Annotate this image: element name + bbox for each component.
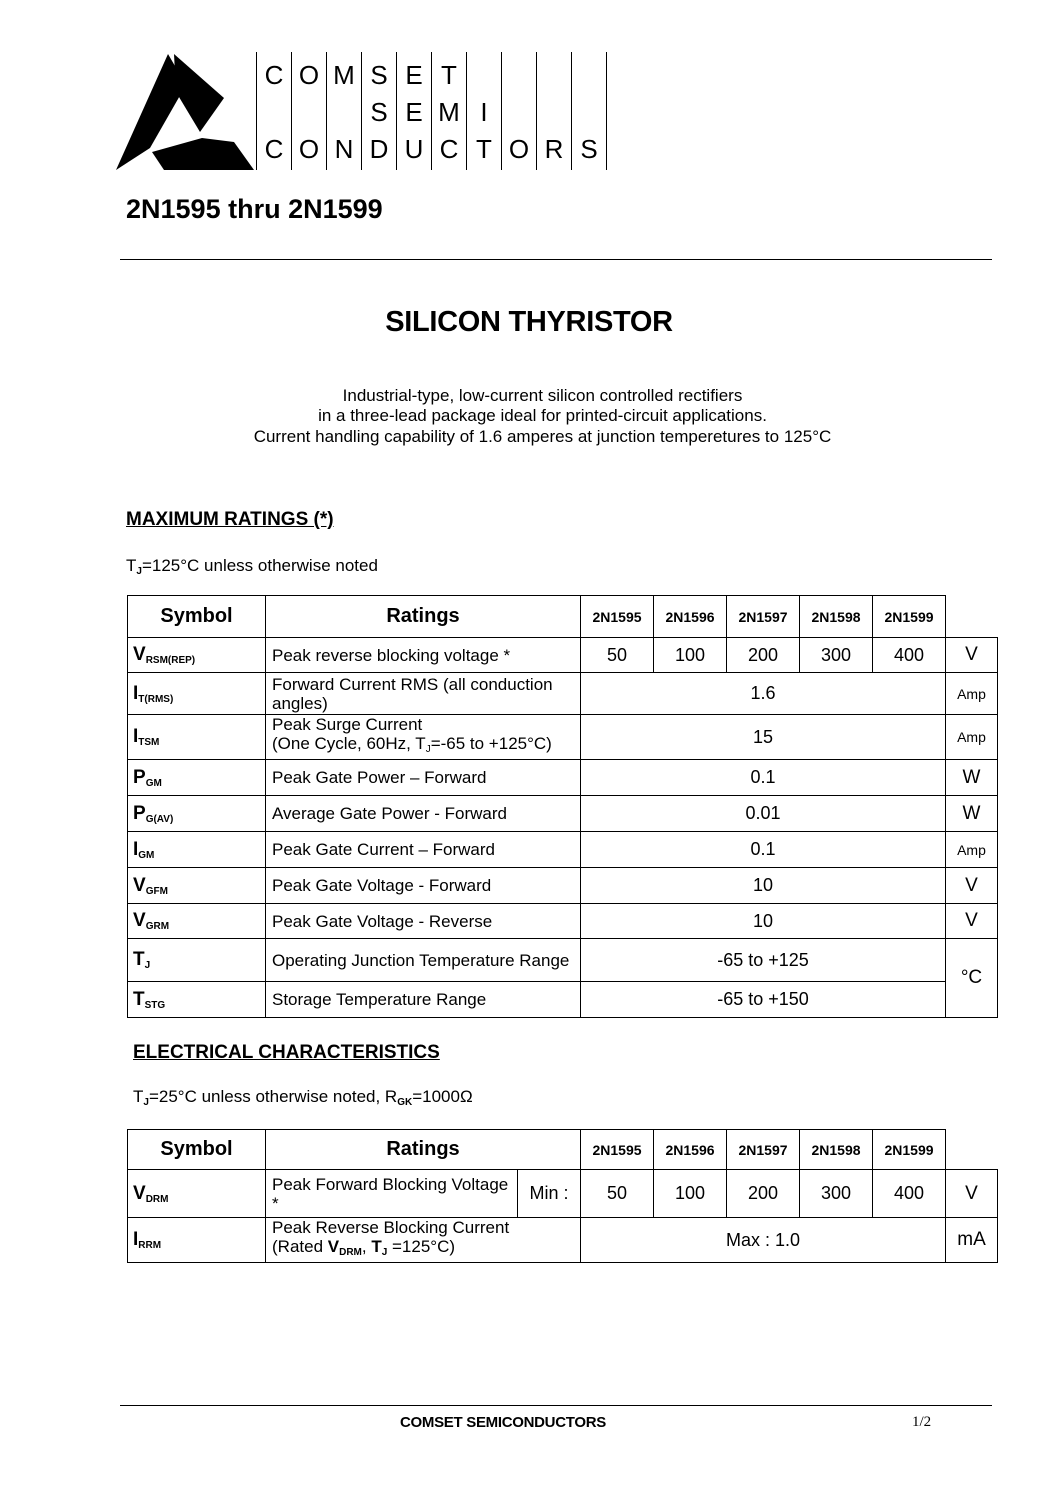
value-cell: 200 [727,638,800,673]
part-header: 2N1596 [654,1130,727,1170]
value-cell: 10 [581,904,946,939]
unit-cell: V [946,904,998,939]
symbol-cell: $V_{RSM(REP)}$ [128,638,266,673]
table-row [128,796,998,832]
value-cell: -65 to +125 [581,939,946,982]
document-title: SILICON THYRISTOR [385,306,673,338]
rating-cell: Storage Temperature Range [266,982,581,1018]
part-header: 2N1596 [654,596,727,638]
rating-cell: Forward Current RMS (all conduction angles) [266,673,581,715]
table-row [128,638,998,673]
value-cell: 10 [581,868,946,904]
max-ratings-heading: MAXIMUM RATINGS (*) [126,509,334,530]
rating-cell: Peak Gate Voltage - Forward [266,868,581,904]
table-row [128,673,998,715]
description-line-2: in a three-lead package ideal for printed-circuit applications. [318,406,767,425]
symbol-cell: $V_{DRM}$ [128,1170,266,1218]
ratings-header: Ratings [266,1130,581,1170]
table-row [128,904,998,939]
footer-divider [120,1405,992,1406]
min-label-cell: Min : [518,1170,581,1218]
symbol-cell: $P_{G(AV)}$ [128,796,266,832]
rating-cell: Peak Forward Blocking Voltage * [266,1170,518,1218]
unit-header-blank [946,596,998,638]
value-cell: 50 [581,638,654,673]
value-cell: 100 [654,638,727,673]
part-header: 2N1598 [800,1130,873,1170]
symbol-header: Symbol [128,1130,266,1170]
unit-cell: mA [946,1218,998,1263]
footer-company-name: COMSET SEMICONDUCTORS [400,1414,606,1431]
table-row [128,939,998,982]
unit-header-blank [946,1130,998,1170]
symbol-cell: $I_{RRM}$ [128,1218,266,1263]
rating-cell: Average Gate Power - Forward [266,796,581,832]
unit-cell: Amp [946,715,998,760]
part-header: 2N1597 [727,1130,800,1170]
company-logo-wordmark: C O M S E T S E M I C O N D U C T O R S [256,52,608,170]
rating-cell: Peak Surge Current (One Cycle, 60Hz, $T_J=-65$ to +125°C) [266,715,581,760]
header-divider [120,259,992,260]
value-cell: 300 [800,1170,873,1218]
part-header: 2N1597 [727,596,800,638]
part-header: 2N1595 [581,1130,654,1170]
symbol-header: Symbol [128,596,266,638]
company-logo-mark [116,52,256,172]
unit-cell: W [946,760,998,796]
max-ratings-table [127,595,998,1018]
rating-cell: Peak Gate Power – Forward [266,760,581,796]
unit-cell: V [946,638,998,673]
part-range-heading: 2N1595 thru 2N1599 [126,194,383,224]
rating-cell: Peak Reverse Blocking Current (Rated $V_{DRM}$, $T_J =125^\circ C$) [266,1218,581,1263]
table-row [128,1170,998,1218]
symbol-cell: $T_J$ [128,939,266,982]
table-row [128,982,998,1018]
electrical-table [127,1129,998,1263]
part-header: 2N1599 [873,596,946,638]
symbol-cell: $I_{T(RMS)}$ [128,673,266,715]
part-header: 2N1598 [800,596,873,638]
value-cell: 0.1 [581,760,946,796]
symbol-cell: $V_{GRM}$ [128,904,266,939]
symbol-cell: $V_{GFM}$ [128,868,266,904]
max-ratings-condition: $T_J=125^\circ C$ unless otherwise noted [126,556,378,577]
symbol-cell: $I_{GM}$ [128,832,266,868]
table-row [128,832,998,868]
description-line-1: Industrial-type, low-current silicon controlled rectifiers [342,386,743,405]
value-cell: 50 [581,1170,654,1218]
value-cell: 300 [800,638,873,673]
value-cell: 0.1 [581,832,946,868]
symbol-cell: $P_{GM}$ [128,760,266,796]
rating-cell: Peak Gate Current – Forward [266,832,581,868]
unit-cell: V [946,868,998,904]
unit-cell: Amp [946,673,998,715]
symbol-cell: $I_{TSM}$ [128,715,266,760]
table-header-row [128,596,998,638]
value-cell: 15 [581,715,946,760]
value-cell: Max : 1.0 [581,1218,946,1263]
electrical-condition: $T_J=25^\circ C$ unless otherwise noted, $R_{GK}=1000\Omega$ [133,1087,473,1108]
ratings-header: Ratings [266,596,581,638]
description-line-3: Current handling capability of 1.6 amperes at junction temperetures to 125°C [253,427,832,446]
table-row [128,760,998,796]
table-row [128,868,998,904]
rating-cell: Peak reverse blocking voltage * [266,638,581,673]
unit-cell: V [946,1170,998,1218]
page-number: 1/2 [912,1414,932,1430]
value-cell: 400 [873,638,946,673]
symbol-cell: $T_{STG}$ [128,982,266,1018]
part-header: 2N1599 [873,1130,946,1170]
value-cell: 200 [727,1170,800,1218]
rating-cell: Operating Junction Temperature Range [266,939,581,982]
part-header: 2N1595 [581,596,654,638]
table-header-row [128,1130,998,1170]
unit-cell: W [946,796,998,832]
table-row [128,1218,998,1263]
unit-cell: °C [946,939,998,1018]
electrical-heading: ELECTRICAL CHARACTERISTICS [133,1042,440,1063]
value-cell: 0.01 [581,796,946,832]
value-cell: -65 to +150 [581,982,946,1018]
value-cell: 1.6 [581,673,946,715]
value-cell: 400 [873,1170,946,1218]
rating-cell: Peak Gate Voltage - Reverse [266,904,581,939]
table-row [128,715,998,760]
unit-cell: Amp [946,832,998,868]
value-cell: 100 [654,1170,727,1218]
